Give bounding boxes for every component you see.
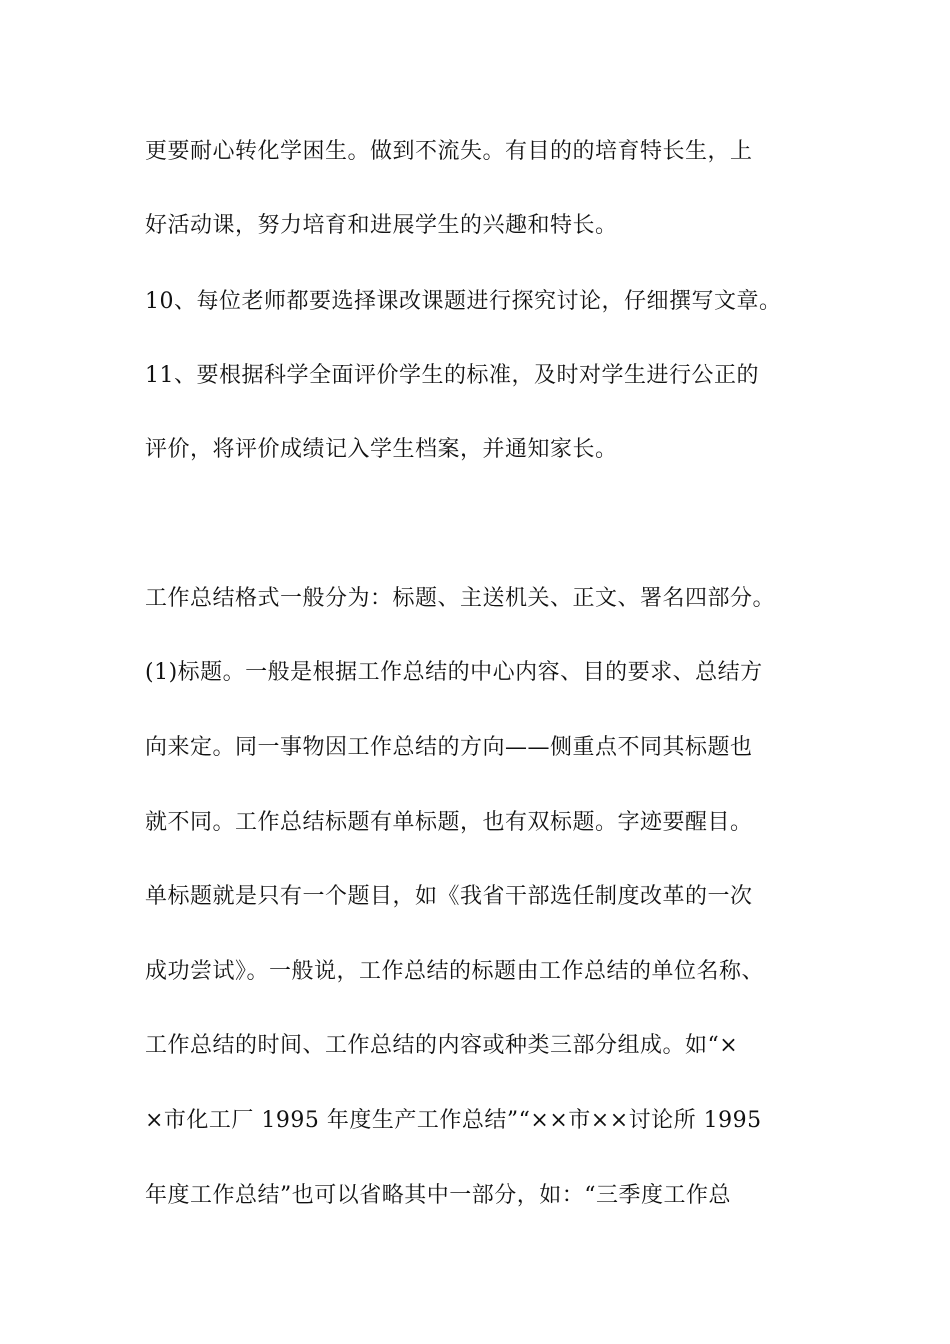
text-line: ×市化工厂 1995 年度生产工作总结”“××市××讨论所 1995 <box>145 1108 762 1133</box>
text-line: 10、每位老师都要选择课改课题进行探究讨论，仔细撰写文章。 <box>145 289 782 314</box>
text-line: (1)标题。一般是根据工作总结的中心内容、目的要求、总结方 <box>145 660 763 685</box>
text-line: 工作总结格式一般分为：标题、主送机关、正文、署名四部分。 <box>145 586 776 611</box>
text-line: 向来定。同一事物因工作总结的方向——侧重点不同其标题也 <box>145 735 753 760</box>
text-line: 评价，将评价成绩记入学生档案，并通知家长。 <box>145 437 618 462</box>
text-line: 单标题就是只有一个题目，如《我省干部选任制度改革的一次 <box>145 884 753 909</box>
text-line: 更要耐心转化学困生。做到不流失。有目的的培育特长生，上 <box>145 139 753 164</box>
text-line: 11、要根据科学全面评价学生的标准，及时对学生进行公正的 <box>145 363 759 388</box>
text-line: 成功尝试》。一般说，工作总结的标题由工作总结的单位名称、 <box>145 959 765 984</box>
text-line: 就不同。工作总结标题有单标题，也有双标题。字迹要醒目。 <box>145 810 753 835</box>
text-line: 年度工作总结”也可以省略其中一部分，如：“三季度工作总 <box>145 1183 731 1208</box>
text-line: 工作总结的时间、工作总结的内容或种类三部分组成。如“× <box>145 1033 739 1058</box>
text-line: 好活动课，努力培育和进展学生的兴趣和特长。 <box>145 213 618 238</box>
